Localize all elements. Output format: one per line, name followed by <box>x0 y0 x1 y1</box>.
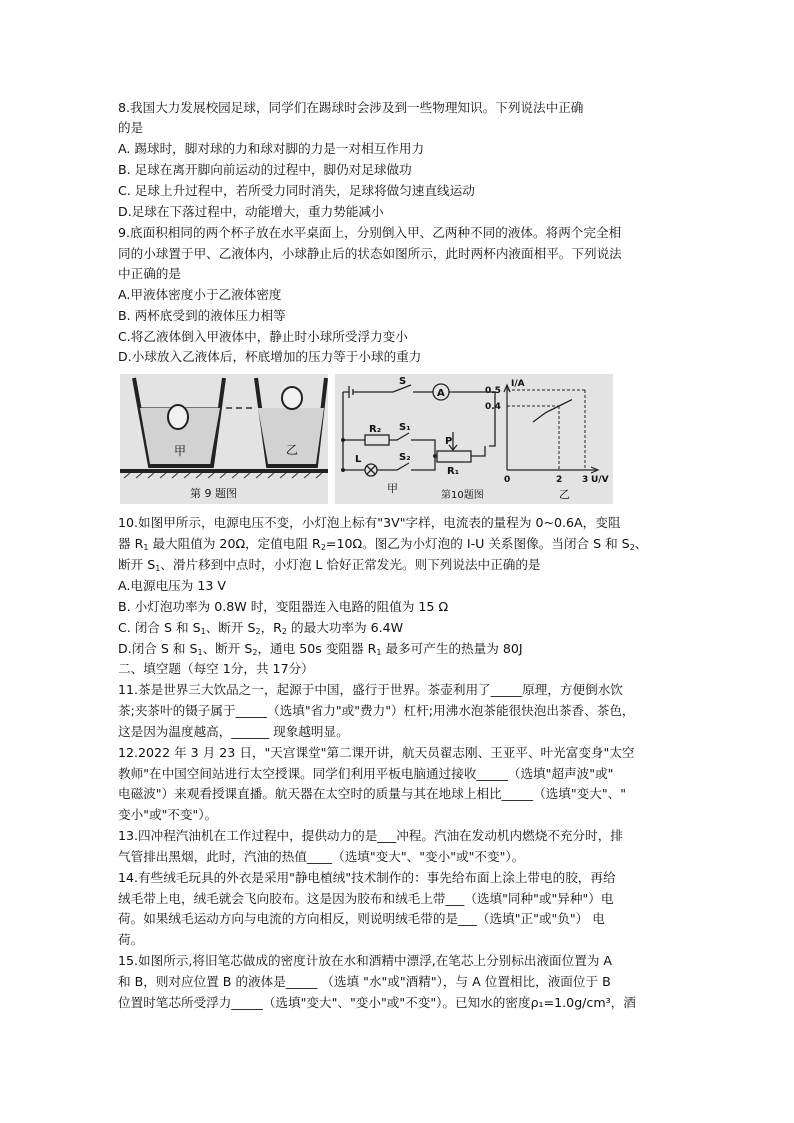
section-heading-fill-in: 二、填空题（每空 1分，共 17分） <box>118 661 314 676</box>
q10-option-b: B. 小灯泡功率为 0.8W 时，变阻器连入电路的阻值为 15 Ω <box>118 599 449 614</box>
q14-line4: 荷。 <box>118 932 144 947</box>
fig10-label-yi: 乙 <box>559 488 570 501</box>
fig10-label-r1: R₁ <box>447 466 460 477</box>
q8-stem-line2: 的是 <box>118 120 144 135</box>
q9-stem-line2: 同的小球置于甲、乙液体内，小球静止后的状态如图所示，此时两杯内液面相平。下列说法 <box>118 246 622 261</box>
q12-line1: 12.2022 年 3 月 23 日，"天宫课堂"第二课开讲，航天员翟志刚、王亚平、叶光富变身"太空 <box>118 745 635 760</box>
q8-option-a: A. 踢球时，脚对球的力和球对脚的力是一对相互作用力 <box>118 141 425 156</box>
q10-option-c: C. 闭合 S 和 $S_1$、断开 $S_2$，$R_2$ 的最大功率为 6.4W <box>118 620 404 636</box>
q10-line3: 断开 $S_1$、滑片移到中点时，小灯泡 L 恰好正常发光。则下列说法中正确的是 <box>118 557 541 573</box>
q14-line1: 14.有些绒毛玩具的外衣是采用"静电植绒"技术制作的：事先给布面上涂上带电的胶，再给 <box>118 870 616 885</box>
q11-line1: 11.茶是世界三大饮品之一，起源于中国，盛行于世界。茶壶利用了_____原理，方便倒水饮 <box>118 682 623 697</box>
q15-line1: 15.如图所示,将旧笔芯做成的密度计放在水和酒精中漂浮,在笔芯上分别标出液面位置为 A <box>118 953 613 968</box>
chart-xlabel: U/V <box>591 475 609 485</box>
chart-xtick-1: 2 <box>556 475 563 485</box>
q15-line2: 和 B，则对应位置 B 的液体是_____ （选填 "水"或"酒精"），与 A 位置相比，液面位于 B <box>118 974 611 989</box>
q11-line3: 这是因为温度越高，______ 现象越明显。 <box>118 724 349 739</box>
fig10-label-r2: R₂ <box>369 424 382 435</box>
q13-line1: 13.四冲程汽油机在工作过程中，提供动力的是___冲程。汽油在发动机内燃烧不充分时，排 <box>118 828 623 843</box>
fig9-label-yi: 乙 <box>286 443 299 457</box>
q14-line3: 荷。如果绒毛运动方向与电流的方向相反，则说明绒毛带的是___（选填"正"或"负"） 电 <box>118 911 605 926</box>
q10-line2: 器 $R_1$ 最大阻值为 20Ω，定值电阻 $R_2=10\Omega$。图乙为小灯泡的 I-U 关系图像。当闭合 S 和 $S_2$、 <box>118 536 648 552</box>
q8-option-b: B. 足球在离开脚向前运动的过程中，脚仍对足球做功 <box>118 162 412 177</box>
q13-line2: 气管排出黑烟，此时，汽油的热值____（选填"变大"、"变小"或"不变"）。 <box>118 849 525 864</box>
q9-option-b: B. 两杯底受到的液体压力相等 <box>118 308 286 323</box>
fig10-ammeter-label: A <box>437 388 445 399</box>
q11-line2: 茶;夹茶叶的镊子属于_____（选填"省力"或"费力"）杠杆;用沸水泡茶能很快泡出茶香、茶色， <box>118 703 635 718</box>
fig10-label-p: P <box>445 436 453 447</box>
q8-option-d: D.足球在下落过程中，动能增大，重力势能减小 <box>118 204 384 219</box>
q12-line3: 电磁波"）来观看授课直播。航天器在太空时的质量与其在地球上相比_____（选填"变大"、" <box>118 786 627 801</box>
fig9-label-jia: 甲 <box>174 444 187 458</box>
fig10-caption: 第10题图 <box>441 490 484 501</box>
q14-line2: 绒毛带上电，绒毛就会飞向胶布。这是因为胶布和绒毛上带___（选填"同种"或"异种"）电 <box>118 891 614 906</box>
q10-option-a: A.电源电压为 13 V <box>118 578 227 593</box>
fig10-label-l: L <box>355 454 362 465</box>
chart-ylabel: I/A <box>511 379 525 389</box>
q9-option-d: D.小球放入乙液体后，杯底增加的压力等于小球的重力 <box>118 349 422 364</box>
fig10-label-jia: 甲 <box>387 482 398 495</box>
q12-line4: 变小"或"不变"）。 <box>118 807 218 822</box>
figure-9 <box>120 374 328 504</box>
chart-xtick-0: 0 <box>504 475 511 485</box>
q12-line2: 教师"在中国空间站进行太空授课。同学们利用平板电脑通过接收_____（选填"超声波"或" <box>118 766 614 781</box>
q9-option-a: A.甲液体密度小于乙液体密度 <box>118 287 282 302</box>
figure-10 <box>335 374 613 504</box>
q9-stem-line1: 9.底面积相同的两个杯子放在水平桌面上，分别倒入甲、乙两种不同的液体。将两个完全相 <box>118 225 622 240</box>
q8-option-c: C. 足球上升过程中，若所受力同时消失，足球将做匀速直线运动 <box>118 183 475 198</box>
q8-stem-line1: 8.我国大力发展校园足球，同学们在踢球时会涉及到一些物理知识。下列说法中正确 <box>118 100 584 115</box>
fig10-label-s2: S₂ <box>399 452 411 463</box>
q9-option-c: C.将乙液体倒入甲液体中，静止时小球所受浮力变小 <box>118 329 408 344</box>
chart-ytick-1: 0.4 <box>485 402 501 412</box>
fig10-label-s: S <box>399 376 407 387</box>
fig9-caption: 第 9 题图 <box>190 487 237 500</box>
q10-option-d: D.闭合 S 和 $S_1$、断开 $S_2$，通电 50s 变阻器 $R_1$ 最多可产生的热量为 80J <box>118 641 523 657</box>
chart-ytick-0: 0.5 <box>485 386 501 396</box>
q9-stem-line3: 中正确的是 <box>118 266 181 281</box>
q15-line3: 位置时笔芯所受浮力_____（选填"变大"、"变小"或"不变"）。已知水的密度ρ₁=1.0g/cm³，酒 <box>118 995 636 1010</box>
chart-xtick-2: 3 <box>582 475 589 485</box>
q10-line1: 10.如图甲所示，电源电压不变，小灯泡上标有"3V"字样，电流表的量程为 0~0.6A，变阻 <box>118 515 621 530</box>
fig10-label-s1: S₁ <box>399 422 411 433</box>
